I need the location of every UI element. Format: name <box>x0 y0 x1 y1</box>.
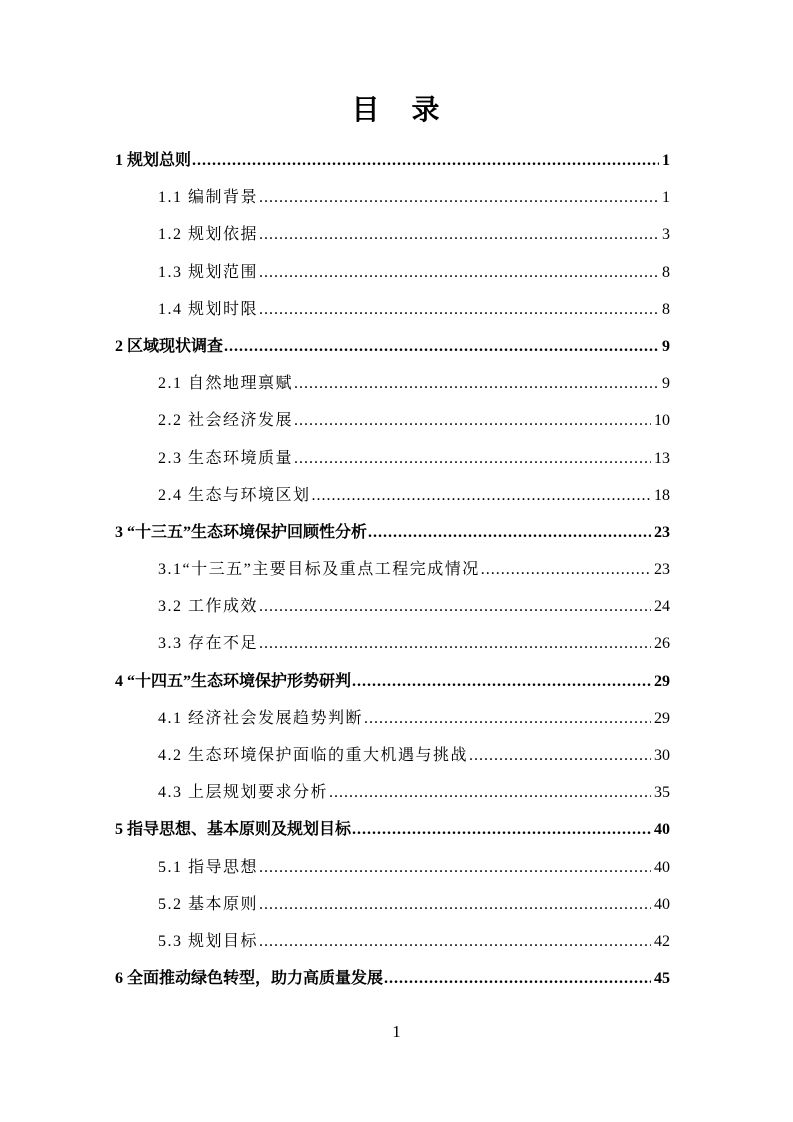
toc-entry[interactable] <box>115 779 670 816</box>
toc-entry[interactable] <box>115 482 670 519</box>
toc-leader-dots <box>259 859 651 877</box>
toc-leader-dots <box>364 710 651 728</box>
toc-leader-dots <box>294 450 651 468</box>
toc-entry-page: 23 <box>654 523 670 541</box>
toc-entry[interactable] <box>115 407 670 444</box>
page-footer <box>0 1022 793 1042</box>
toc-entry[interactable] <box>115 630 670 667</box>
toc-entry[interactable] <box>115 445 670 482</box>
toc-entry-page: 1 <box>662 152 670 169</box>
toc-entry-page: 24 <box>654 598 670 616</box>
toc-entry-page: 40 <box>654 858 670 876</box>
toc-entry-label: 3.1“十三五”主要目标及重点工程完成情况 <box>158 561 480 579</box>
toc-leader-dots <box>259 896 651 914</box>
toc-leader-dots <box>352 821 651 839</box>
toc-entry-label: 1 规划总则 <box>115 152 192 169</box>
toc-entry-page: 30 <box>654 747 670 764</box>
toc-entry-label: 4 “十四五”生态环境保护形势研判 <box>115 672 352 690</box>
toc-entry-label: 4.1 经济社会发展趋势判断 <box>158 709 364 727</box>
toc-leader-dots <box>259 189 659 207</box>
toc-entry-page: 8 <box>662 300 670 318</box>
toc-entry-page: 1 <box>662 189 670 207</box>
toc-entry-page: 9 <box>662 337 670 355</box>
toc-entry[interactable] <box>115 891 670 928</box>
toc-entry-label: 1.4 规划时限 <box>158 300 259 318</box>
toc-entry-label: 3.3 存在不足 <box>158 635 259 653</box>
toc-leader-dots <box>259 226 659 244</box>
toc-entry-label: 1.3 规划范围 <box>158 263 259 281</box>
toc-entry-label: 3 “十三五”生态环境保护回顾性分析 <box>115 523 368 541</box>
toc-entry-page: 40 <box>654 895 670 913</box>
toc-entry-page: 23 <box>654 561 670 579</box>
toc-entry[interactable] <box>115 928 670 965</box>
toc-entry[interactable] <box>115 147 670 184</box>
toc-entry[interactable] <box>115 221 670 258</box>
toc-entry-label: 5.2 基本原则 <box>158 895 259 913</box>
toc-entry-label: 4.2 生态环境保护面临的重大机遇与挑战 <box>158 747 469 764</box>
toc-leader-dots <box>329 784 651 802</box>
toc-entry-label: 1.2 规划依据 <box>158 226 259 244</box>
toc-leader-dots <box>352 673 651 691</box>
toc-entry-label: 5.1 指导思想 <box>158 858 259 876</box>
toc-entry[interactable] <box>115 668 670 705</box>
toc-leader-dots <box>294 412 651 430</box>
toc-entry-label: 5.3 规划目标 <box>158 932 259 950</box>
toc-entry[interactable] <box>115 742 670 779</box>
toc-entry-label: 1.1 编制背景 <box>158 189 259 207</box>
toc-entry[interactable] <box>115 184 670 221</box>
toc-entry-page: 35 <box>654 784 670 802</box>
toc-entry-label: 2.3 生态环境质量 <box>158 449 294 467</box>
toc-entry-page: 9 <box>662 375 670 393</box>
toc-entry-label: 6 全面推动绿色转型，助力高质量发展 <box>115 970 384 988</box>
toc-entry[interactable] <box>115 556 670 593</box>
toc-entry-page: 26 <box>654 635 670 653</box>
toc-entry[interactable] <box>115 519 670 556</box>
toc-entry[interactable] <box>115 593 670 630</box>
toc-entry-page: 3 <box>662 226 670 244</box>
toc-leader-dots <box>259 598 651 616</box>
toc-entry-label: 2.4 生态与环境区划 <box>158 486 311 504</box>
toc-entry-label: 4.3 上层规划要求分析 <box>158 784 329 802</box>
toc-entry-page: 29 <box>654 709 670 727</box>
toc-entry[interactable] <box>115 816 670 853</box>
toc-list <box>0 147 793 1002</box>
page-number: 1 <box>392 1022 401 1041</box>
toc-entry-page: 8 <box>662 263 670 281</box>
toc-entry-page: 42 <box>654 932 670 950</box>
toc-entry[interactable] <box>115 854 670 891</box>
toc-entry[interactable] <box>115 296 670 333</box>
toc-entry[interactable] <box>115 705 670 742</box>
toc-entry-page: 45 <box>654 970 670 988</box>
toc-entry[interactable] <box>115 370 670 407</box>
toc-leader-dots <box>259 635 651 653</box>
toc-leader-dots <box>294 375 659 393</box>
toc-entry-page: 10 <box>654 412 670 430</box>
toc-leader-dots <box>384 970 651 988</box>
toc-leader-dots <box>469 747 651 765</box>
toc-leader-dots <box>259 301 659 319</box>
toc-leader-dots <box>192 152 659 170</box>
toc-entry[interactable] <box>115 965 670 1002</box>
toc-entry[interactable] <box>115 259 670 296</box>
toc-leader-dots <box>481 561 651 579</box>
toc-entry-page: 40 <box>654 821 670 839</box>
toc-entry-label: 2 区域现状调查 <box>115 337 224 355</box>
toc-leader-dots <box>259 264 659 282</box>
toc-leader-dots <box>224 338 659 356</box>
toc-entry-page: 13 <box>654 449 670 467</box>
toc-entry-label: 3.2 工作成效 <box>158 598 259 616</box>
toc-leader-dots <box>312 487 651 505</box>
toc-entry-page: 18 <box>654 486 670 504</box>
toc-entry-label: 2.2 社会经济发展 <box>158 412 294 430</box>
toc-entry-label: 2.1 自然地理禀赋 <box>158 375 294 393</box>
toc-entry-label: 5 指导思想、基本原则及规划目标 <box>115 821 352 839</box>
toc-leader-dots <box>368 524 651 542</box>
toc-entry-page: 29 <box>654 672 670 690</box>
toc-entry[interactable] <box>115 333 670 370</box>
toc-title: 目 录 <box>351 95 442 126</box>
toc-leader-dots <box>259 933 651 951</box>
